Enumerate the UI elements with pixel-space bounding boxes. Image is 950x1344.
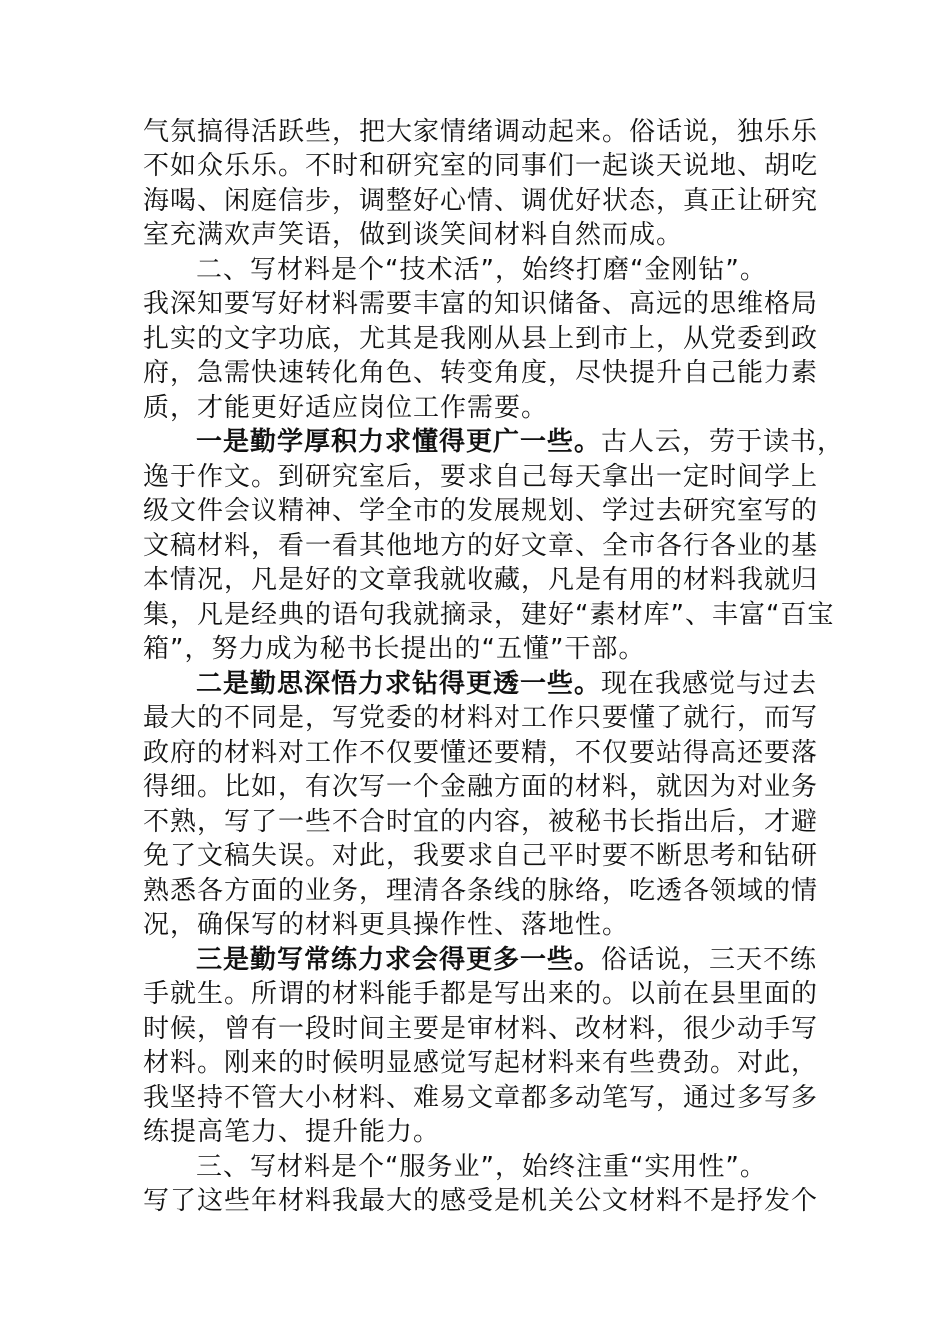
text-run: 文稿材料，看一看其他地方的好文章、全市各行各业的基	[143, 531, 819, 561]
text-run: 俗话说，三天不练	[601, 945, 818, 975]
text-run: 室充满欢声笑语，做到谈笑间材料自然而成。	[143, 220, 684, 250]
text-line	[143, 1184, 818, 1218]
text-run: 府，急需快速转化角色、转变角度，尽快提升自己能力素	[143, 358, 819, 388]
text-run: 最大的不同是，写党委的材料对工作只要懂了就行，而写	[143, 703, 819, 733]
text-run: 练提高笔力、提升能力。	[143, 1117, 441, 1147]
text-run: 写了这些年材料我最大的感受是机关公文材料不是抒发个	[143, 1186, 819, 1216]
text-line	[143, 356, 818, 390]
text-run: 况，确保写的材料更具操作性、落地性。	[143, 910, 630, 940]
text-run: 得细。比如，有次写一个金融方面的材料，就因为对业务	[143, 772, 819, 802]
text-run: 古人云，劳于读书，	[601, 427, 845, 457]
text-run: 质，才能更好适应岗位工作需要。	[143, 393, 549, 423]
text-line	[143, 977, 818, 1011]
text-line	[143, 701, 818, 735]
text-line	[143, 529, 818, 563]
text-run: 免了文稿失误。对此，我要求自己平时要不断思考和钻研	[143, 841, 819, 871]
text-run: 箱”，努力成为秘书长提出的“五懂”干部。	[143, 634, 646, 664]
text-line	[143, 1046, 818, 1080]
text-line	[143, 391, 548, 425]
text-run: 不如众乐乐。不时和研究室的同事们一起谈天说地、胡吃	[143, 151, 819, 181]
bold-lead-text: 二是勤思深悟力求钻得更透一些。	[196, 669, 602, 699]
text-line	[143, 1012, 818, 1046]
text-line	[143, 805, 818, 839]
text-run: 不熟，写了一些不合时宜的内容，被秘书长指出后，才避	[143, 807, 819, 837]
text-line	[143, 632, 645, 666]
text-line	[143, 1081, 818, 1115]
text-run: 材料。刚来的时候明显感觉写起材料来有些费劲。对此，	[143, 1048, 819, 1078]
text-line	[143, 874, 818, 908]
section-heading-line	[196, 1150, 767, 1184]
text-run: 政府的材料对工作不仅要懂还要精，不仅要站得高还要落	[143, 738, 819, 768]
text-line	[143, 598, 834, 632]
text-run: 熟悉各方面的业务，理清各条线的脉络，吃透各领域的情	[143, 876, 819, 906]
section-heading: 三、写材料是个“服务业”，始终注重“实用性”。	[196, 1152, 767, 1182]
bold-lead-text: 一是勤学厚积力求懂得更广一些。	[196, 427, 602, 457]
text-line	[143, 908, 629, 942]
paragraph-lead-line	[196, 667, 817, 701]
text-run: 我深知要写好材料需要丰富的知识储备、高远的思维格局	[143, 289, 819, 319]
text-line	[143, 322, 818, 356]
text-run: 手就生。所谓的材料能手都是写出来的。以前在县里面的	[143, 979, 819, 1009]
text-line	[143, 184, 818, 218]
text-line	[143, 115, 818, 149]
section-heading-line	[196, 253, 767, 287]
text-run: 扎实的文字功底，尤其是我刚从县上到市上，从党委到政	[143, 324, 819, 354]
text-run: 海喝、闲庭信步，调整好心情、调优好状态，真正让研究	[143, 186, 819, 216]
text-line	[143, 494, 818, 528]
text-line	[143, 563, 818, 597]
text-line	[143, 287, 818, 321]
text-line	[143, 770, 818, 804]
paragraph-lead-line	[196, 425, 844, 459]
text-run: 本情况，凡是好的文章我就收藏，凡是有用的材料我就归	[143, 565, 819, 595]
text-line	[143, 1115, 440, 1149]
text-run: 集，凡是经典的语句我就摘录，建好“素材库”、丰富“百宝	[143, 600, 835, 630]
text-line	[143, 839, 818, 873]
paragraph-lead-line	[196, 943, 817, 977]
text-line	[143, 736, 818, 770]
bold-lead-text: 三是勤写常练力求会得更多一些。	[196, 945, 602, 975]
text-run: 时候，曾有一段时间主要是审材料、改材料，很少动手写	[143, 1014, 819, 1044]
text-run: 级文件会议精神、学全市的发展规划、学过去研究室写的	[143, 496, 819, 526]
text-line	[143, 218, 683, 252]
text-line	[143, 460, 818, 494]
text-line	[143, 149, 818, 183]
text-run: 我坚持不管大小材料、难易文章都多动笔写，通过多写多	[143, 1083, 819, 1113]
section-heading: 二、写材料是个“技术活”，始终打磨“金刚钻”。	[196, 255, 767, 285]
text-run: 逸于作文。到研究室后，要求自己每天拿出一定时间学上	[143, 462, 819, 492]
text-run: 现在我感觉与过去	[601, 669, 818, 699]
text-run: 气氛搞得活跃些，把大家情绪调动起来。俗话说，独乐乐	[143, 117, 819, 147]
